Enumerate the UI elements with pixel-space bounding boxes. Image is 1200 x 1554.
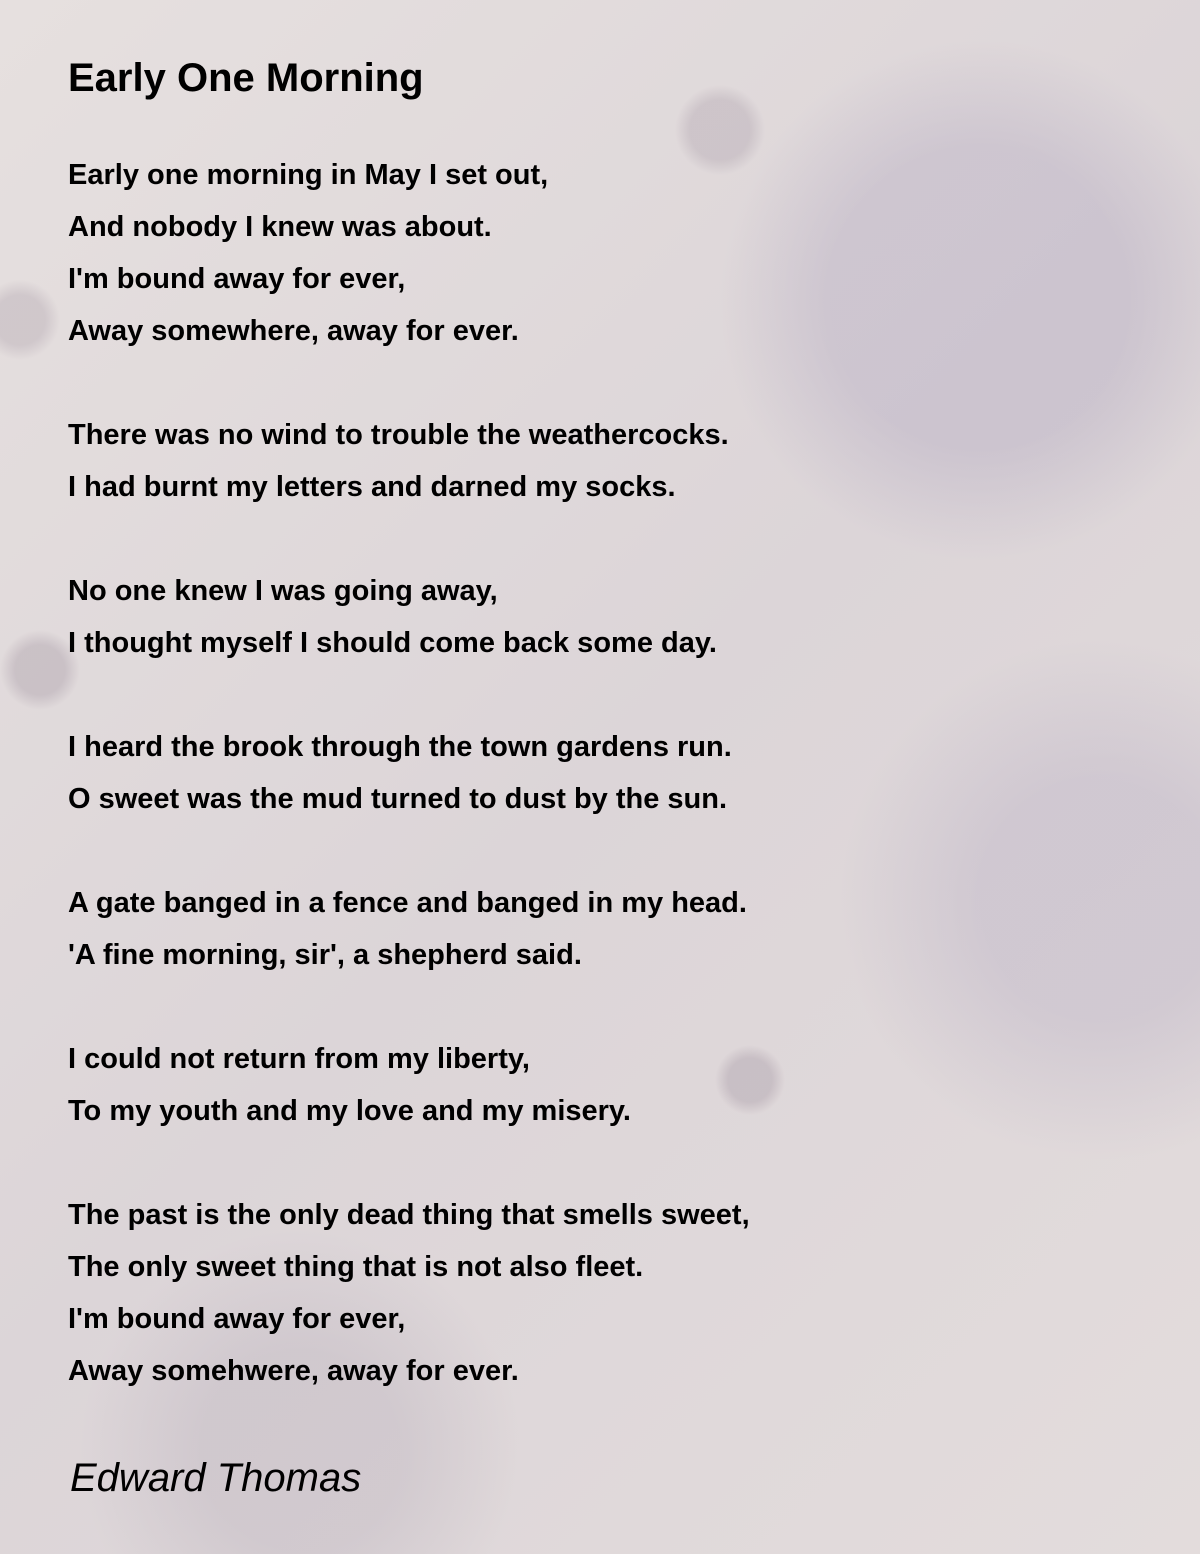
stanza — [68, 149, 750, 357]
poem-title: Early One Morning — [68, 56, 424, 100]
stanza — [68, 1033, 750, 1137]
poem-line: No one knew I was going away, — [68, 575, 498, 607]
poem-body — [68, 149, 750, 1449]
poem-line: I'm bound away for ever, — [68, 263, 406, 295]
poem-line: Early one morning in May I set out, — [68, 159, 549, 191]
poem-line: There was no wind to trouble the weathercocks. — [68, 419, 729, 451]
poem-line: I'm bound away for ever, — [68, 1303, 406, 1335]
poem-line: 'A fine morning, sir', a shepherd said. — [68, 939, 582, 971]
poem-line: The only sweet thing that is not also fleet. — [68, 1251, 644, 1283]
poem-line: I had burnt my letters and darned my socks. — [68, 471, 676, 503]
poem-line: To my youth and my love and my misery. — [68, 1095, 631, 1127]
stanza — [68, 877, 750, 981]
poem-line: The past is the only dead thing that smells sweet, — [68, 1199, 750, 1231]
poem-line: O sweet was the mud turned to dust by the sun. — [68, 783, 728, 815]
poem-line: I heard the brook through the town gardens run. — [68, 731, 732, 763]
poem-line: I thought myself I should come back some day. — [68, 627, 717, 659]
poem-line: I could not return from my liberty, — [68, 1043, 530, 1075]
stanza — [68, 721, 750, 825]
poem-author: Edward Thomas — [70, 1456, 362, 1500]
poem-line: And nobody I knew was about. — [68, 211, 492, 243]
poem-line: A gate banged in a fence and banged in my head. — [68, 887, 747, 919]
stanza — [68, 565, 750, 669]
stanza — [68, 409, 750, 513]
poem-line: Away somehwere, away for ever. — [68, 1355, 519, 1387]
poem-line: Away somewhere, away for ever. — [68, 315, 519, 347]
stanza — [68, 1189, 750, 1397]
